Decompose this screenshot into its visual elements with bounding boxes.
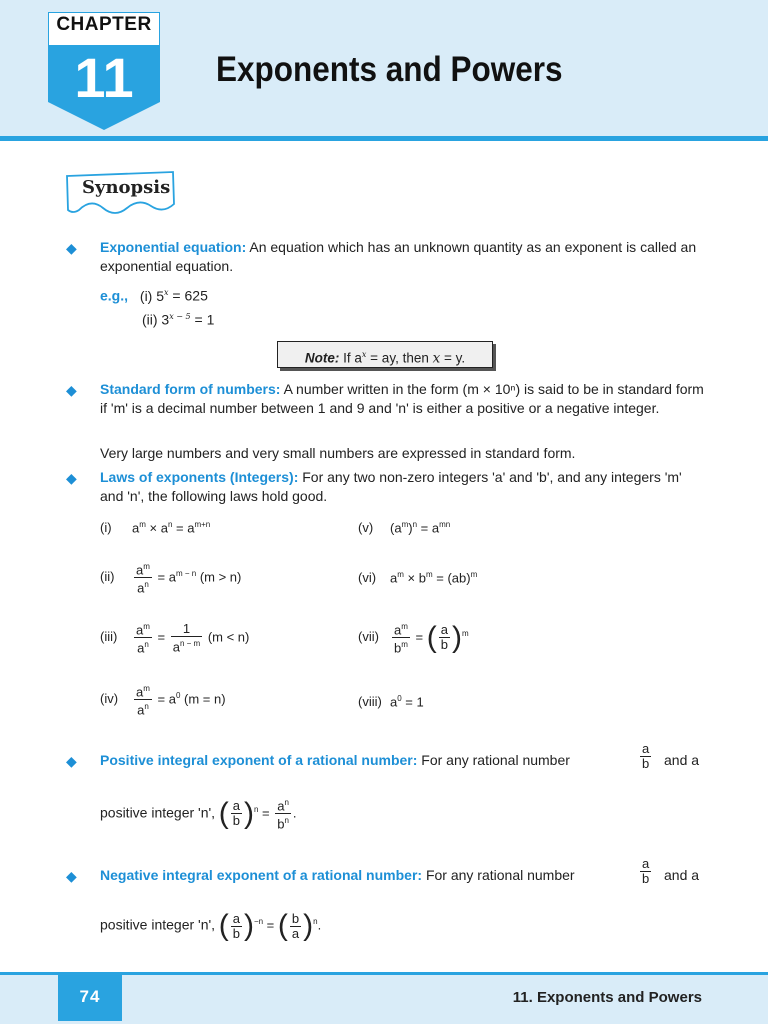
law-5: (v) $(a^m)^n = a^{mn}$ [358, 520, 451, 536]
laws-term: Laws of exponents (Integers): [100, 469, 299, 485]
note-box [277, 341, 493, 368]
example-2-exponent: x − 5 [169, 312, 191, 321]
example-2-base: (ii) 3 [142, 311, 170, 328]
standard-form-text: A number written in the form (m × 10ⁿ) is said to be in standard form if 'm' is a decimal number between 1 and 9 and 'n' is either a positive or a negative integer. [100, 381, 704, 416]
exponential-equation-paragraph [100, 238, 706, 276]
note-text-b: = ay, then [366, 350, 433, 366]
law-5-number: (v) [358, 520, 374, 536]
law-8-number: (viii) [358, 694, 382, 710]
bullet-diamond-icon: ◆ [66, 753, 77, 769]
bullet-diamond-icon: ◆ [66, 382, 77, 398]
law-3-condition: (m < n) [207, 629, 250, 645]
law-4-number: (iv) [100, 691, 119, 707]
negative-exponent-line2: positive integer 'n', [100, 916, 216, 933]
law-4: (iv) $\frac{a^m}{a^n}$ = $a^0$ (m = n) [100, 684, 226, 718]
bullet-diamond-icon: ◆ [66, 240, 77, 256]
negative-exponent-fraction: $\frac{a}{b}$ [642, 856, 650, 886]
law-6-number: (vi) [358, 570, 377, 586]
example-2-rhs: = 1 [190, 311, 215, 328]
positive-exponent-text: For any rational number [417, 752, 570, 768]
example-1-exponent: x [164, 288, 169, 297]
header-rule [0, 136, 768, 141]
standard-form-term: Standard form of numbers: [100, 381, 281, 397]
law-8: (viii) $a^0 = 1$ [358, 694, 424, 710]
chapter-number: 11 [74, 46, 134, 109]
positive-exponent-paragraph [100, 751, 570, 770]
example-1 [100, 283, 208, 306]
page-title: Exponents and Powers [216, 50, 563, 89]
law-1: (i) $a^m \times a^n = a^{m+n}$ [100, 520, 211, 536]
note-text-a: If a [339, 350, 362, 366]
positive-exponent-term: Positive integral exponent of a rational number: [100, 752, 418, 768]
positive-exponent-line2: positive integer 'n', [100, 804, 216, 821]
positive-exponent-and-a: and a [664, 752, 700, 768]
positive-exponent-fraction: $\frac{a}{b}$ [642, 741, 650, 771]
positive-exponent-formula: positive integer 'n', ( $\frac{a}{b}$ )$^n$ = $\frac{a^n}{b^n}$ . [100, 796, 297, 832]
chapter-label: CHAPTER [56, 14, 152, 35]
law-7: (vii) $\frac{a^m}{b^m}$ = ( $\frac{a}{b}$ )$^m$ [358, 620, 469, 656]
example-1-rhs: = 625 [168, 287, 208, 304]
negative-exponent-formula: positive integer 'n', ( $\frac{a}{b}$ )$^{-n}$ = ( $\frac{b}{a}$ )$^n$. [100, 909, 322, 942]
running-head: 11. Exponents and Powers [512, 989, 702, 1006]
example-label: e.g., [100, 287, 129, 304]
bullet-diamond-icon: ◆ [66, 868, 77, 884]
exponential-equation-term: Exponential equation: [100, 239, 247, 255]
law-7-number: (vii) [358, 629, 379, 645]
laws-text: For any two non-zero integers 'a' and 'b', and any integers 'm' and 'n', the following laws hold good. [100, 469, 682, 504]
note-text-c: = y. [440, 350, 466, 366]
law-3: (iii) $\frac{a^m}{a^n}$ = $\frac{1}{a^{n - m}}$ (m < n) [100, 620, 250, 656]
law-3-number: (iii) [100, 629, 118, 645]
negative-exponent-and-a: and a [664, 867, 700, 883]
standard-form-paragraph [100, 380, 706, 418]
negative-exponent-paragraph [100, 866, 575, 885]
law-2-number: (ii) [100, 569, 115, 585]
bullet-diamond-icon: ◆ [66, 470, 77, 486]
example-2 [142, 307, 214, 330]
law-2: (ii) $\frac{a^m}{a^n}$ = $a^{m - n}$ (m > n) [100, 562, 242, 596]
example-1-base: (i) 5 [139, 287, 165, 304]
laws-paragraph [100, 468, 706, 506]
note-var-2: x [432, 350, 441, 367]
note-var-1: x [361, 350, 367, 359]
law-2-condition: (m > n) [199, 569, 242, 585]
negative-exponent-text: For any rational number [422, 867, 575, 883]
standard-form-note: Very large numbers and very small numbers are expressed in standard form. [100, 445, 576, 461]
law-1-number: (i) [100, 520, 112, 536]
negative-exponent-term: Negative integral exponent of a rational number: [100, 867, 423, 883]
law-6: (vi) $a^m \times b^m = (ab)^m$ [358, 570, 478, 586]
page-number: 74 [79, 987, 101, 1006]
exponential-equation-text: An equation which has an unknown quantity as an exponent is called an exponential equation. [100, 239, 697, 274]
note-label: Note: [304, 350, 340, 366]
law-4-condition: (m = n) [184, 691, 226, 707]
synopsis-label: Synopsis [82, 177, 171, 198]
